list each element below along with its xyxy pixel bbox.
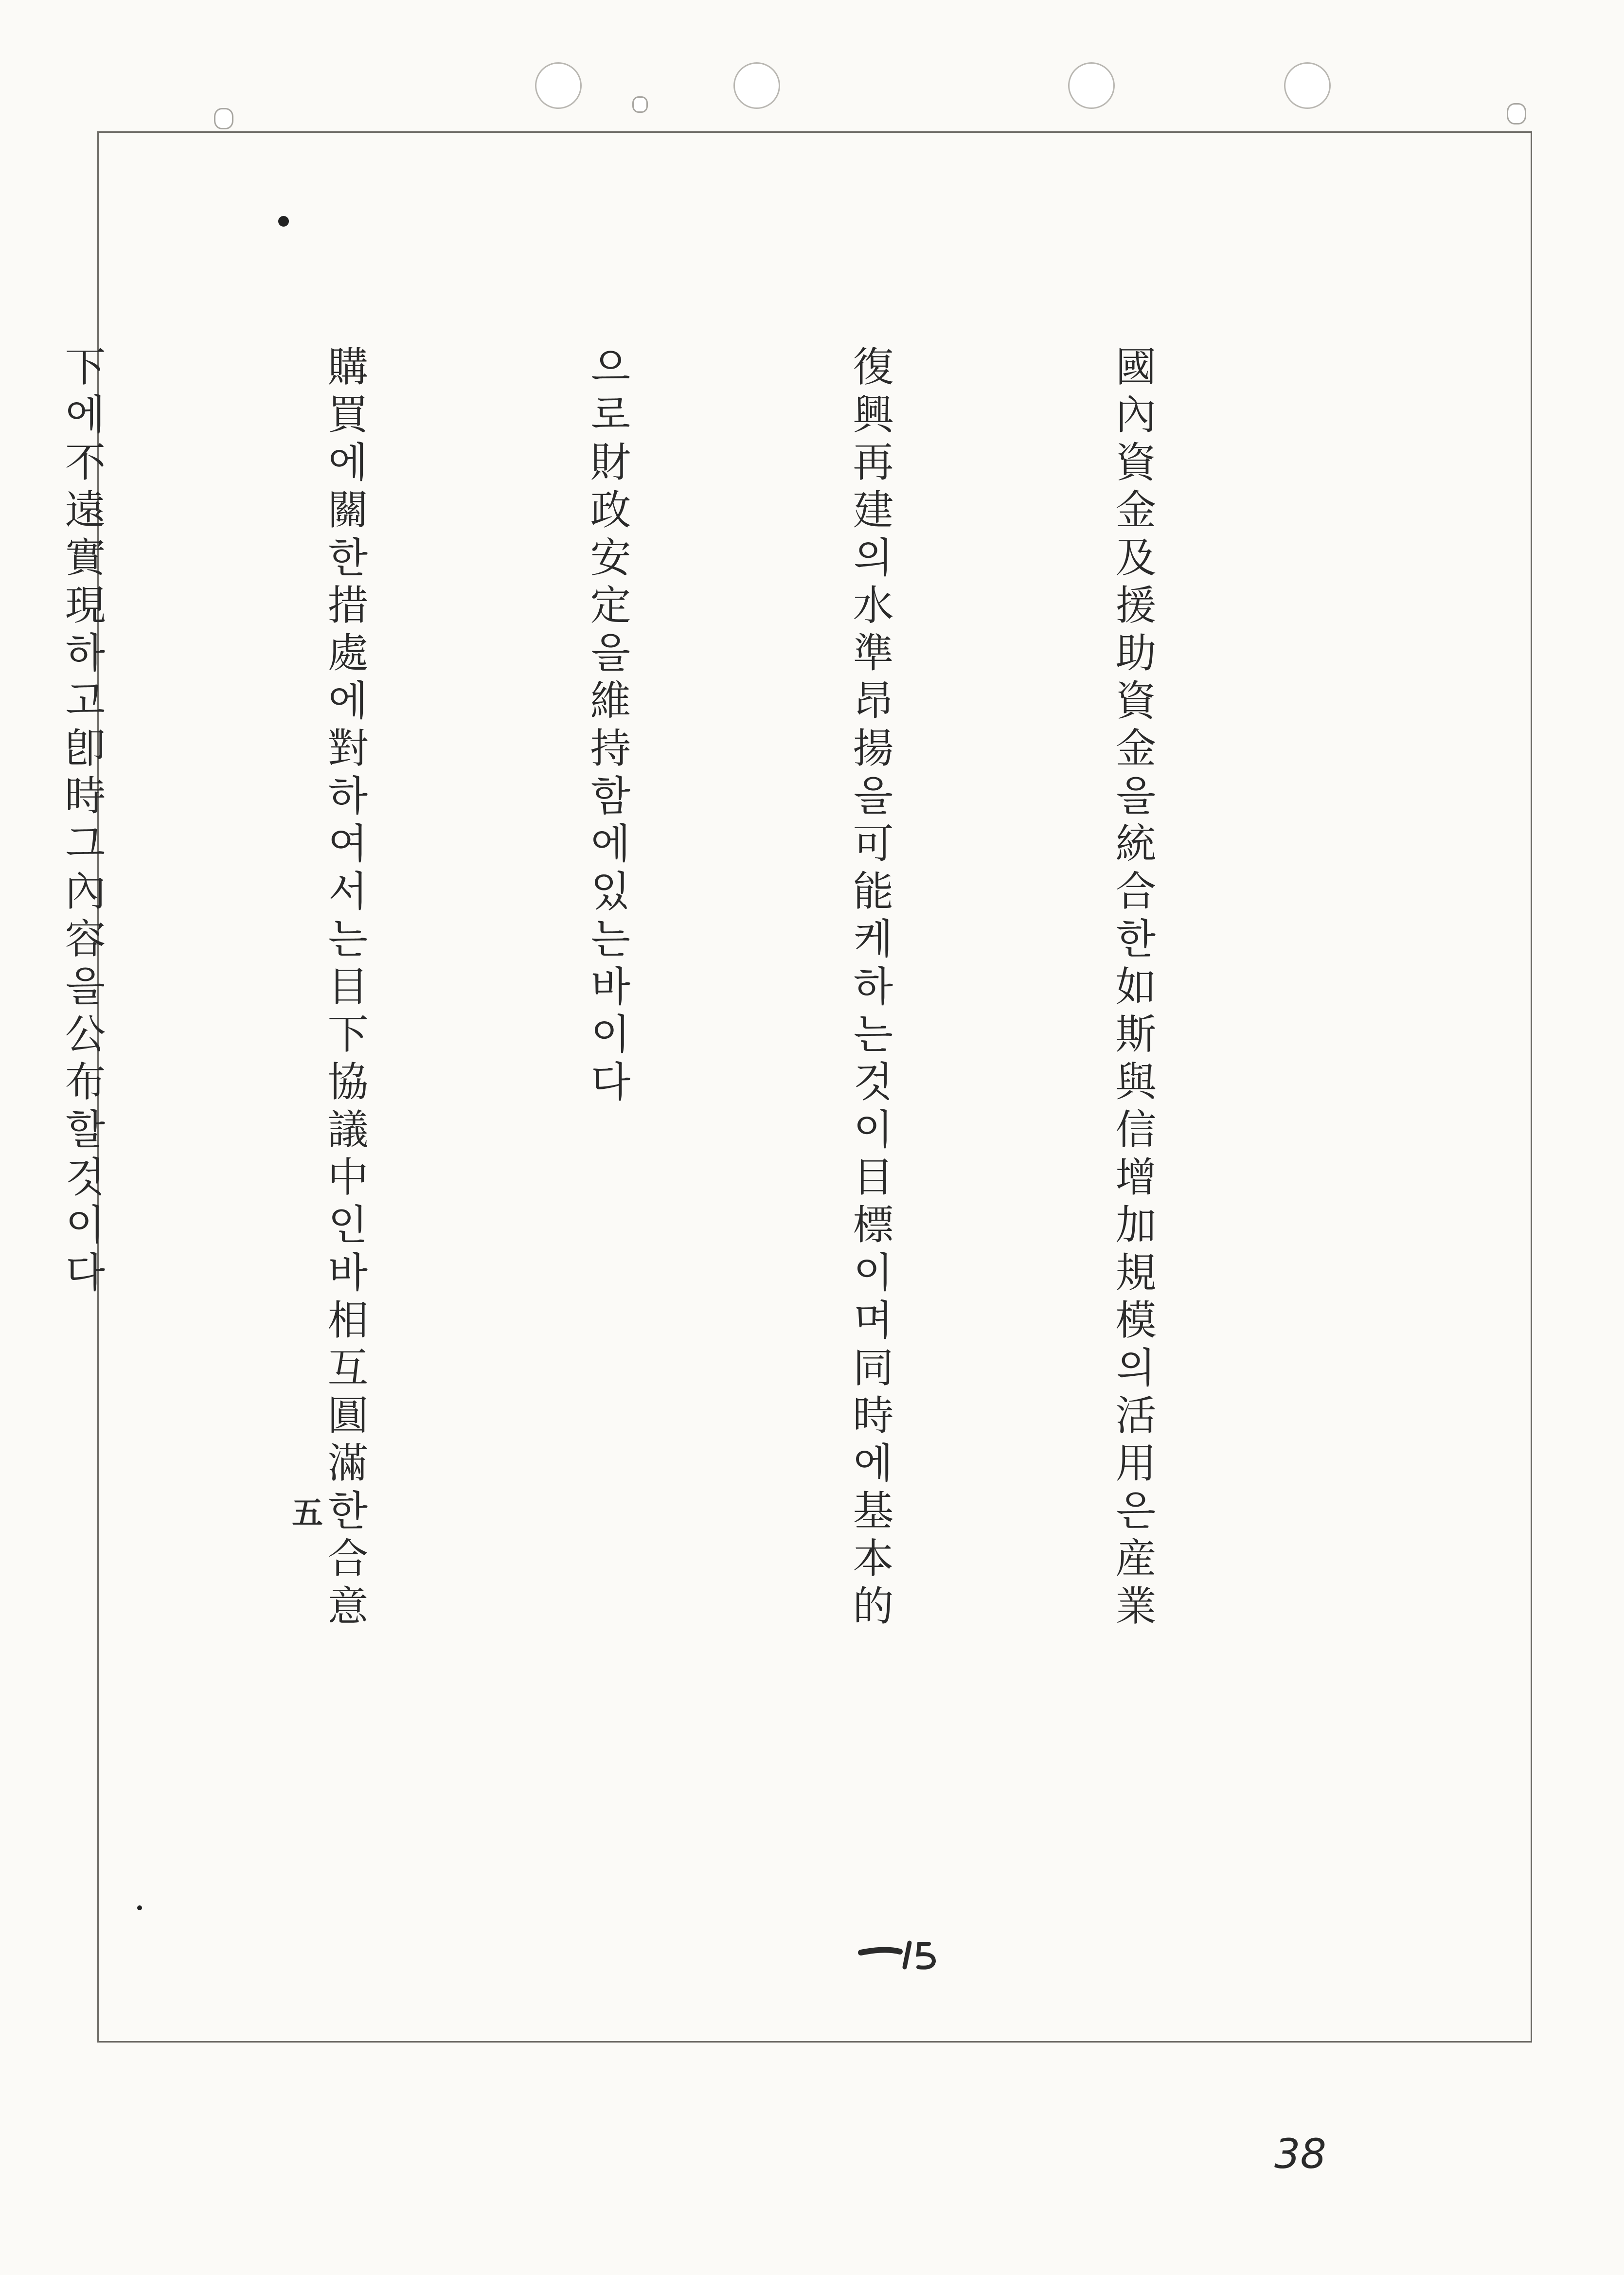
text-line: 下에不遠實現하고卽時그內容을公布할것이다 bbox=[58, 345, 106, 1298]
folio-mark: 五 bbox=[292, 1495, 323, 1531]
punch-hole bbox=[1284, 62, 1331, 109]
paper-speck bbox=[1507, 103, 1526, 124]
text-line: 復興再建의水準昂揚을可能케하는것이目標이며同時에基本的 bbox=[846, 345, 894, 1632]
punch-hole bbox=[1068, 62, 1115, 109]
handwritten-mark-text: 15 bbox=[941, 1947, 963, 1967]
text-line: 으로財政安定을維持함에있는바이다 bbox=[584, 345, 631, 1108]
ink-dot bbox=[278, 216, 289, 227]
paper-speck bbox=[214, 108, 233, 129]
text-line: 國內資金及援助資金을統合한如斯與信增加規模의活用은産業 bbox=[1109, 345, 1157, 1632]
handwritten-page-mark bbox=[856, 1933, 978, 1972]
punch-hole bbox=[535, 62, 582, 109]
punch-hole bbox=[733, 62, 780, 109]
paper-speck bbox=[632, 96, 648, 113]
page-number: 38 bbox=[1274, 2130, 1326, 2178]
text-line: 購買에關한措處에對하여서는目下協議中인바相互圓滿한合意 bbox=[321, 345, 369, 1632]
vertical-body-text bbox=[0, 345, 1352, 1960]
